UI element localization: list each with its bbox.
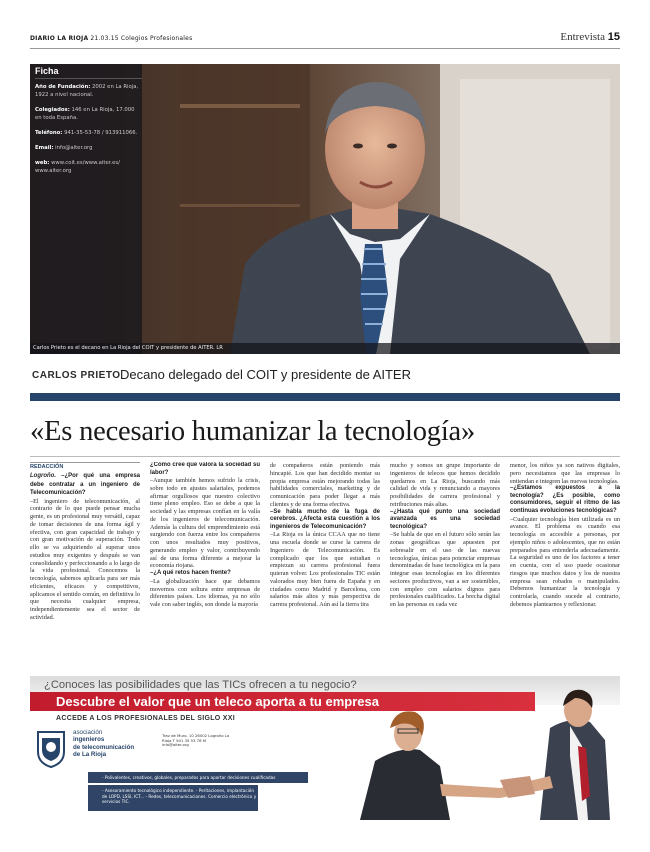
facts-item bbox=[35, 144, 142, 152]
association-line: asociación bbox=[73, 729, 103, 736]
headline: «Es necesario humanizar la tecnología» bbox=[30, 416, 476, 447]
publication-name: DIARIO LA RIOJA bbox=[30, 35, 89, 42]
photo-credit: LR bbox=[216, 345, 223, 351]
page-folio bbox=[560, 30, 620, 44]
ad-question: ¿Conoces las posibilidades que las TICs ofrecen a tu negocio? bbox=[44, 679, 357, 691]
association-address: Trav de Muro, 10 26002 Logroño La Rioja T 941 35 53 78 M info@aiter.org bbox=[162, 733, 230, 748]
facts-value: www.coit.es/www.aiter.es/ www.aiter.org bbox=[35, 160, 120, 174]
question: ¿Cómo cree que valora la sociedad su labor? bbox=[150, 462, 260, 476]
question: –¿Estamos expuestos a la tecnología? ¿Es posible, como consumidores, seguir el ritmo de las continuas evoluciones tecnológicas? bbox=[510, 485, 620, 515]
facts-item bbox=[35, 106, 142, 122]
interviewee-line bbox=[30, 365, 620, 387]
article-body bbox=[30, 462, 620, 674]
facts-value: info@aiter.org bbox=[55, 145, 93, 151]
page-header bbox=[30, 32, 620, 46]
facts-item bbox=[35, 159, 142, 175]
question: –¿A qué retos hacen frente? bbox=[150, 570, 231, 577]
association-line: de telecomunicación bbox=[73, 743, 135, 751]
facts-label: Colegiados: bbox=[35, 107, 70, 113]
issue-date: 21.03.15 bbox=[90, 35, 119, 42]
accent-bar bbox=[30, 393, 620, 401]
facts-label: Teléfono: bbox=[35, 130, 63, 136]
answer: –El ingeniero de telecomunicación, al contrario de lo que puede pensar mucha gente, es un profesional muy versátil, capaz de tomar decisiones de una forma ágil y efectiva, con gran capacidad de trabajo y con gran motivación de superación. Todo ello se va adquiriendo al superar unos estudios muy exigentes y después se van consolidando y perfeccionando a lo largo de la vida profesional. Conocemos la tecnología, sabemos aplicarla para ser más eficientes, eficaces y competitivos, aplicamos el sentido común, en definitiva lo que necesita cualquier empresa, independientemente sea el sector de actividad. bbox=[30, 497, 140, 621]
section-name: Colegios Profesionales bbox=[120, 35, 193, 42]
facts-value: 146 en La Rioja, 17.000 en toda España. bbox=[35, 107, 135, 121]
interviewee-role: Decano delegado del COIT y presidente de AITER bbox=[120, 367, 411, 382]
article-column-1 bbox=[30, 462, 140, 674]
association-name bbox=[73, 729, 134, 759]
facts-label: Email: bbox=[35, 145, 54, 151]
facts-label: web: bbox=[35, 160, 50, 166]
answer: –La globalización hace que debamos movernos con soltura entre empresas de diferentes países. Los idiomas, ya no sólo vale con saber inglés, son donde la mayoría bbox=[150, 577, 260, 609]
answer: –Cualquier tecnología bien utilizada es un avance. El problema es cuando esa tecnología es accesible a personas, por ejemplo niños o adolescentes, que no están preparados para entenderla adecuadamente. La seguridad es uno de los factores a tener en cuenta, con el uso puede ocasionar riesgos que muchos datos y los de nuestra empresa sean robados o manipulados. Debemos humanizar la tecnología y controlarla, cuando sucede al contrario, debemos plantearnos y reflexionar. bbox=[510, 515, 620, 608]
caption-text: Carlos Prieto es el decano en La Rioja del COIT y presidente de AITER. bbox=[33, 345, 215, 351]
answer: mucho y somos un grupe importante de ingenieros de telecos que hemos decidido quedarnos en La Rioja, buscando más calidad de vida y renunciando a mayores posibilidades de carrera profesional y retribuciones más altas. bbox=[390, 462, 500, 508]
dateline: Logroño. bbox=[30, 472, 56, 479]
association-line: ingenieros bbox=[73, 736, 105, 744]
article-column-4 bbox=[390, 462, 500, 674]
question: –¿Por qué una empresa debe contratar a un ingeniero de Telecomunicación? bbox=[30, 472, 140, 497]
facts-label: Año de Fundación: bbox=[35, 84, 91, 90]
facts-item bbox=[35, 129, 142, 137]
question: –Se habla mucho de la fuga de cerebros. ¿Afecta esta cuestión a los ingenieros de Telecomunicación? bbox=[270, 508, 380, 530]
photo-caption bbox=[30, 343, 620, 354]
publication-line bbox=[30, 32, 192, 46]
association-line: de La Rioja bbox=[73, 751, 107, 759]
answer: –La Rioja es la única CCAA que no tiene una escuela donde se curse la carrera de Ingeniero de Telecomunicación. Es complicado que los que estudian o empiezan su carrera profesional fuera quieran volver. Los profesionales TIC están valorados muy bien fuera de España y en ciudades como Madrid y Barcelona, con salarios más altos y más perspectiva de carrera profesional. Aún así la tierra tira bbox=[270, 531, 380, 609]
facts-value: 2002 en La Rioja, 1922 a nivel nacional. bbox=[35, 84, 139, 98]
byline: REDACCIÓN bbox=[30, 462, 140, 472]
article-column-5 bbox=[510, 462, 620, 674]
ad-services-box: - Asesoramiento tecnológico independiente. - Peritaciones, implantación de LOPD, LSSI, ICT... - Redes, telecomunicaciones. Comercio electrónico y servicios TIC. bbox=[88, 785, 258, 811]
article-column-3 bbox=[270, 462, 380, 674]
page-number: 15 bbox=[607, 31, 620, 43]
facts-box bbox=[30, 64, 142, 354]
answer: –Se habla de que en el futuro sólo serán las zonas geográficas que apuesten por sobresalir en el uso de las nuevas tecnologías, únicas para potenciar empresas denominadas de base tecnológica en la para integrar esas tecnologías en los diferentes sectores productivos, van a ser sostenibles, con empleo con salarios dignos para profesionales cualificados. La brecha digital en las personas es cada vez bbox=[390, 531, 500, 609]
ad-benefit-box: - Polivalentes, creativos, globales, preparados para aportar decisiones cualificadas bbox=[88, 772, 308, 783]
interviewee-name: CARLOS PRIETO bbox=[32, 370, 121, 381]
answer: de compañeros están poniendo más hincapié. Los que han decidido montar su propia empresa están mejorando todas las habilidades comerciales, marketing y de comunicación para poder llegar a más clientes y de una forma efectiva. bbox=[270, 462, 380, 508]
advertisement bbox=[30, 676, 620, 820]
facts-title: Ficha bbox=[35, 64, 142, 79]
ad-subheadline: ACCEDE A LOS PROFESIONALES DEL SIGLO XXI bbox=[56, 715, 235, 722]
header-rule bbox=[30, 48, 620, 49]
answer: menor, los niños ya son nativos digitales, pero necesitamos que las empresas lo entiendan e integren las nuevas tecnologías. bbox=[510, 462, 620, 485]
headline-rule bbox=[30, 456, 620, 457]
page-label: Entrevista bbox=[560, 31, 605, 43]
facts-item bbox=[35, 83, 142, 99]
facts-value: 941-35-53-78 / 913911066. bbox=[64, 130, 138, 136]
crest-logo bbox=[34, 728, 68, 768]
ad-headline: Descubre el valor que un teleco aporta a tu empresa bbox=[56, 694, 379, 709]
answer: –Aunque también hemos sufrido la crisis, sobre todo en ajustes salariales, podemos afirmar orgullosos que nuestro colectivo tiene pleno empleo. Eso se debe a que la sociedad y las empresas confían en la valía de los ingenieros de telecomunicación. Además la cultura del emprendimiento está surgiendo con fuerza entre los compañeros con unos resultados muy positivos, generando empleo y valor, contribuyendo así de una forma diferente a mejorar la economía riojana. bbox=[150, 477, 260, 570]
question: –¿Hasta qué punto una sociedad avanzada es una sociedad tecnológica? bbox=[390, 508, 500, 530]
article-column-2 bbox=[150, 462, 260, 674]
